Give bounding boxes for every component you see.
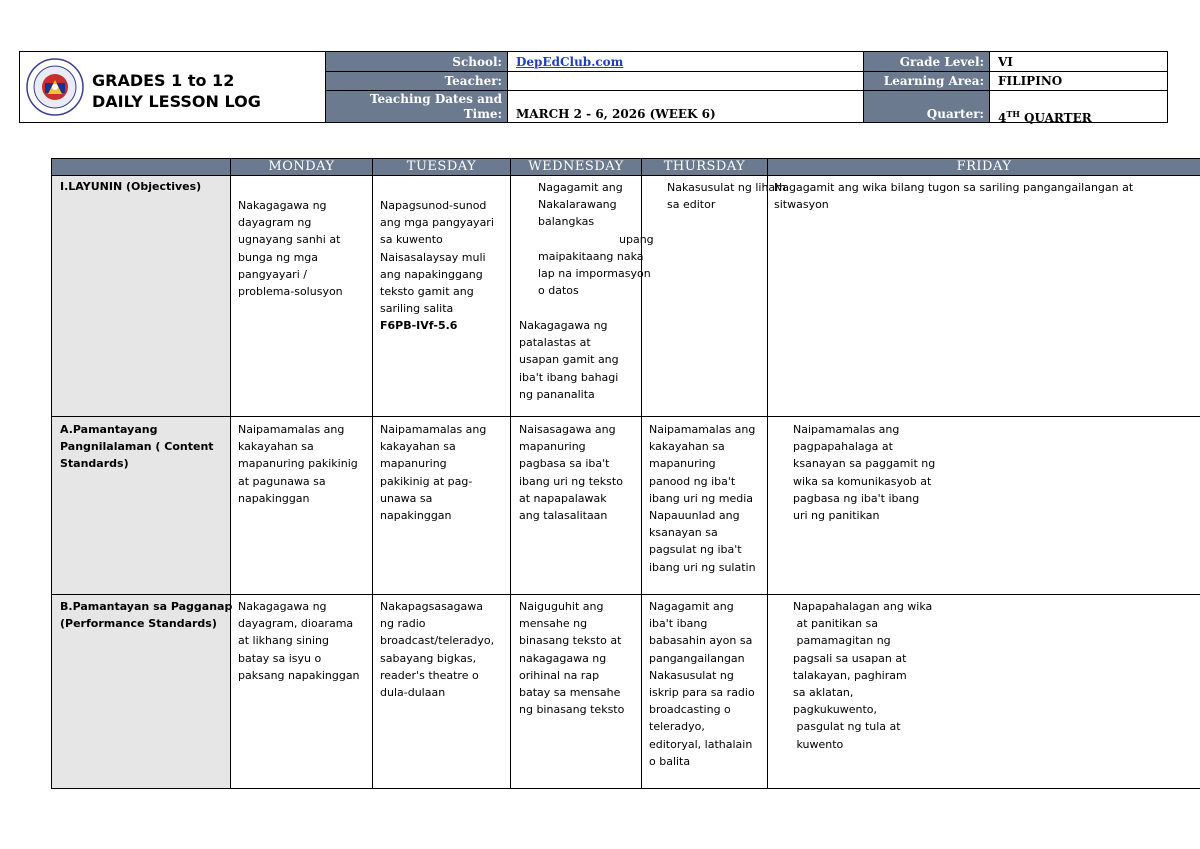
content-thursday: Naipamamalas ang kakayahan sa mapanuring panood ng iba't ibang uri ng media Napauunlad ang ksanayan sa pagsulat ng iba't ibang uri ng sulatin [649,423,756,574]
objectives-wednesday-c: maipakitaang naka lap na impormasyon o datos [538,250,651,298]
grid-line [372,158,373,789]
blank-day-header [52,158,230,175]
teacher-label: Teacher: [326,72,507,91]
deped-seal-icon [26,58,84,116]
objectives-label [60,178,201,195]
learning-area-label: Learning Area: [864,72,989,91]
quarter-text: QUARTER [1019,111,1092,125]
grid-line [51,594,1200,595]
objectives-wednesday-b: upang [619,233,654,246]
grid-line [51,416,1200,417]
performance-thursday: Nagagamit ang iba't ibang babasahin ayon sa pangangailangan Nakasusulat ng iskrip para sa radio broadcasting o teleradyo, editoryal, lathalain o balita [649,600,755,768]
day-header-monday: MONDAY [231,158,372,175]
content-tuesday: Naipamamalas ang kakayahan sa mapanuring pakikinig at pag- unawa sa napakinggan [380,423,487,523]
content-monday: Naipamamalas ang kakayahan sa mapanuring pakikinig at pagunawa sa napakinggan [238,423,358,505]
dates-value[interactable]: MARCH 2 - 6, 2026 (WEEK 6) [507,91,864,122]
objectives-thursday: Nakasusulat ng liham sa editor [667,181,786,212]
objectives-friday: Nagagamit ang wika bilang tugon sa sariling pangangailangan at sitwasyon [774,181,1134,212]
day-header-wednesday: WEDNESDAY [511,158,641,175]
content-standards-label [60,421,214,472]
performance-label-line2: (Performance Standards) [60,617,217,630]
school-value[interactable] [507,52,864,72]
form-title-line2: DAILY LESSON LOG [92,92,261,111]
day-header-tuesday: TUESDAY [373,158,510,175]
objectives-wednesday-a: Nagagamit ang Nakalarawang balangkas [538,181,623,229]
objectives-tuesday: Napagsunod-sunod ang mga pangyayari sa kuwento Naisasalaysay muli ang napakinggang teksto gamit ang sariling salita [380,199,494,316]
dates-label-line1: Teaching Dates and [369,92,502,106]
content-label-line1: A.Pamantayang [60,423,158,436]
performance-label-line1: B.Pamantayan sa Pagganap [60,600,233,613]
performance-wednesday: Naiguguhit ang mensahe ng binasang teksto at nakagagawa ng orihinal na rap batay sa mensahe ng binasang teksto [519,600,625,717]
quarter-suffix: TH [1006,109,1020,119]
grid-line [51,175,1200,176]
content-label-line3: Standards) [60,457,129,470]
grade-level-label: Grade Level: [864,52,989,72]
objectives-monday: Nakagagawa ng dayagram ng ugnayang sanhi at bunga ng mga pangyayari / problema-solusyon [238,199,343,299]
form-title-line1: GRADES 1 to 12 [92,71,235,90]
day-header-friday: FRIDAY [768,158,1200,175]
teacher-value[interactable] [507,72,864,91]
grid-line [51,158,52,789]
performance-standards-label [60,598,232,632]
day-header-thursday: THURSDAY [642,158,767,175]
dates-label [326,91,507,122]
school-label: School: [326,52,507,72]
school-link[interactable]: DepEdClub.com [516,55,624,69]
logo-title-cell [20,52,326,122]
quarter-value[interactable] [989,91,1167,125]
performance-friday: Napapahalagan ang wika at panitikan sa pamamagitan ng pagsali sa usapan at talakayan, paghiram sa aklatan, pagkukuwento, pasgulat ng tula at kuwento [793,600,933,751]
performance-tuesday: Nakapagsasagawa ng radio broadcast/teleradyo, sabayang bigkas, reader's theatre o dula-dulaan [380,600,495,700]
quarter-number: 4 [998,111,1007,125]
performance-monday: Nakagagawa ng dayagram, dioarama at likhang sining batay sa isyu o paksang napakinggan [238,600,360,682]
row-label-column [52,175,233,788]
learning-area-value[interactable]: FILIPINO [989,72,1167,91]
grid-line [51,788,1200,789]
dates-label-line2: Time: [463,107,502,121]
objectives-label-text: I.LAYUNIN (Objectives) [60,180,202,193]
grid-line [51,158,1200,159]
grid-line [510,158,511,789]
objectives-wednesday-d: Nakagagawa ng patalastas at usapan gamit ang iba't ibang bahagi ng pananalita [519,319,619,401]
grid-line [230,158,231,789]
content-wednesday: Naisasagawa ang mapanuring pagbasa sa iba't ibang uri ng teksto at napapalawak ang talasalitaan [519,423,623,523]
grade-level-value[interactable]: VI [989,52,1167,72]
content-friday: Naipamamalas ang pagpapahalaga at ksanayan sa paggamit ng wika sa komunikasyob at pagbasa ng iba't ibang uri ng panitikan [793,423,936,523]
quarter-label: Quarter: [864,91,989,122]
content-label-line2: Pangnilalaman ( Content [60,440,214,453]
header-table [19,51,1168,123]
grid-line [767,158,768,789]
objectives-tuesday-code: F6PB-IVf-5.6 [380,319,458,332]
